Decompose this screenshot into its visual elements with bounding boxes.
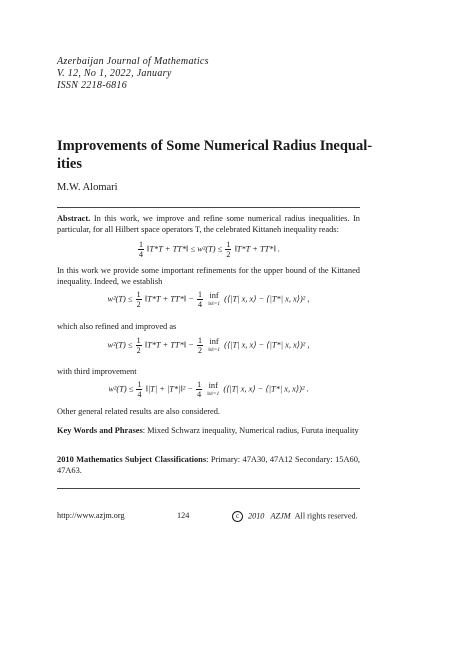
eq2-term-b: (⟨|T| x, x⟩ − ⟨|T*| x, x⟩)² , [224,294,310,304]
eq2-term-a: ‖T*T + TT*‖ − [144,294,194,304]
eq3-lhs: w²(T) ≤ [107,340,133,350]
abstract-paragraph-3: which also refined and improved as [57,322,177,331]
paper-title [57,137,377,173]
journal-volume: V. 12, No 1, 2022, January [57,68,172,79]
eq4-fraction-b: $\frac{1}{4}$ [197,380,202,399]
eq3-term-b: (⟨|T| x, x⟩ − ⟨|T*| x, x⟩)² , [224,340,310,350]
abstract-intro [57,213,360,235]
paper-author: M.W. Alomari [57,182,118,193]
msc-text: : Primary: 47A30, 47A12 Secondary: 15A60, 47A63. [57,455,360,475]
eq3-fraction-a: $\frac{1}{2}$ [136,336,141,355]
msc-label: 2010 Mathematics Subject Classifications [57,455,207,464]
eq3-fraction-b: $\frac{1}{2}$ [197,336,202,355]
eq1-left-term: ‖T*T + TT*‖ ≤ w²(T) ≤ [147,244,223,254]
keywords-text: : Mixed Schwarz inequality, Numerical radius, Furuta inequality [142,426,359,435]
eq2-fraction-b: $\frac{1}{4}$ [197,290,202,309]
footer-url[interactable]: http://www.azjm.org [57,511,125,520]
eq4-lhs: w²(T) ≤ [108,384,134,394]
eq2-lhs: w²(T) ≤ [107,294,133,304]
eq1-right-term: ‖T*T + TT*‖ . [234,244,281,254]
eq4-term-b: (⟨|T| x, x⟩ − ⟨|T*| x, x⟩)² . [223,384,309,394]
footer-year: 2010 [248,511,265,521]
eq4-fraction-a: $\frac{1}{4}$ [137,380,142,399]
eq1-fraction-left: $\frac{1}{4}$ [138,240,143,259]
abstract-paragraph-4: with third improvement [57,367,137,376]
abstract-paragraph-5: Other general related results are also considered. [57,407,221,416]
footer-page-number: 124 [177,511,190,520]
equation-4 [57,380,360,399]
keywords-label: Key Words and Phrases [57,426,143,435]
equation-1 [57,240,360,259]
eq3-infimum: inf ‖x‖=1 [208,336,221,353]
abstract-intro-text: In this work, we improve and refine some numerical radius inequalities. In particular, for all Hilbert space operators T, the celebrated Kittaneh inequality reads: [57,214,360,234]
eq1-fraction-right: $\frac{1}{2}$ [226,240,231,259]
equation-2 [57,290,360,309]
footer-rights: All rights reserved. [294,511,358,521]
eq4-term-a: ‖|T| + |T*|‖² − [145,384,194,394]
journal-issn: ISSN 2218-6816 [57,80,128,91]
bottom-divider [57,488,360,489]
top-divider [57,207,360,208]
paper-title-line-1: Improvements of Some Numerical Radius Inequal- [57,138,373,154]
journal-name: Azerbaijan Journal of Mathematics [57,56,209,67]
footer-journal: AZJM [270,511,291,521]
eq2-infimum: inf ‖x‖=1 [208,290,221,307]
paper-title-line-2: ities [57,156,82,172]
equation-3 [57,336,360,355]
eq3-term-a: ‖T*T + TT*‖ − [144,340,194,350]
keywords [57,425,360,436]
eq4-infimum: inf ‖x‖=1 [207,380,220,397]
eq2-fraction-a: $\frac{1}{2}$ [136,290,141,309]
copyright-icon: c [232,511,243,522]
msc-classifications [57,454,360,476]
abstract-paragraph-2: In this work we provide some important refinements for the upper bound of the Kittaned inequality. Indeed, we establish [57,266,360,286]
abstract-label: Abstract. [57,214,91,223]
journal-header [57,56,209,92]
footer-copyright [232,511,358,522]
